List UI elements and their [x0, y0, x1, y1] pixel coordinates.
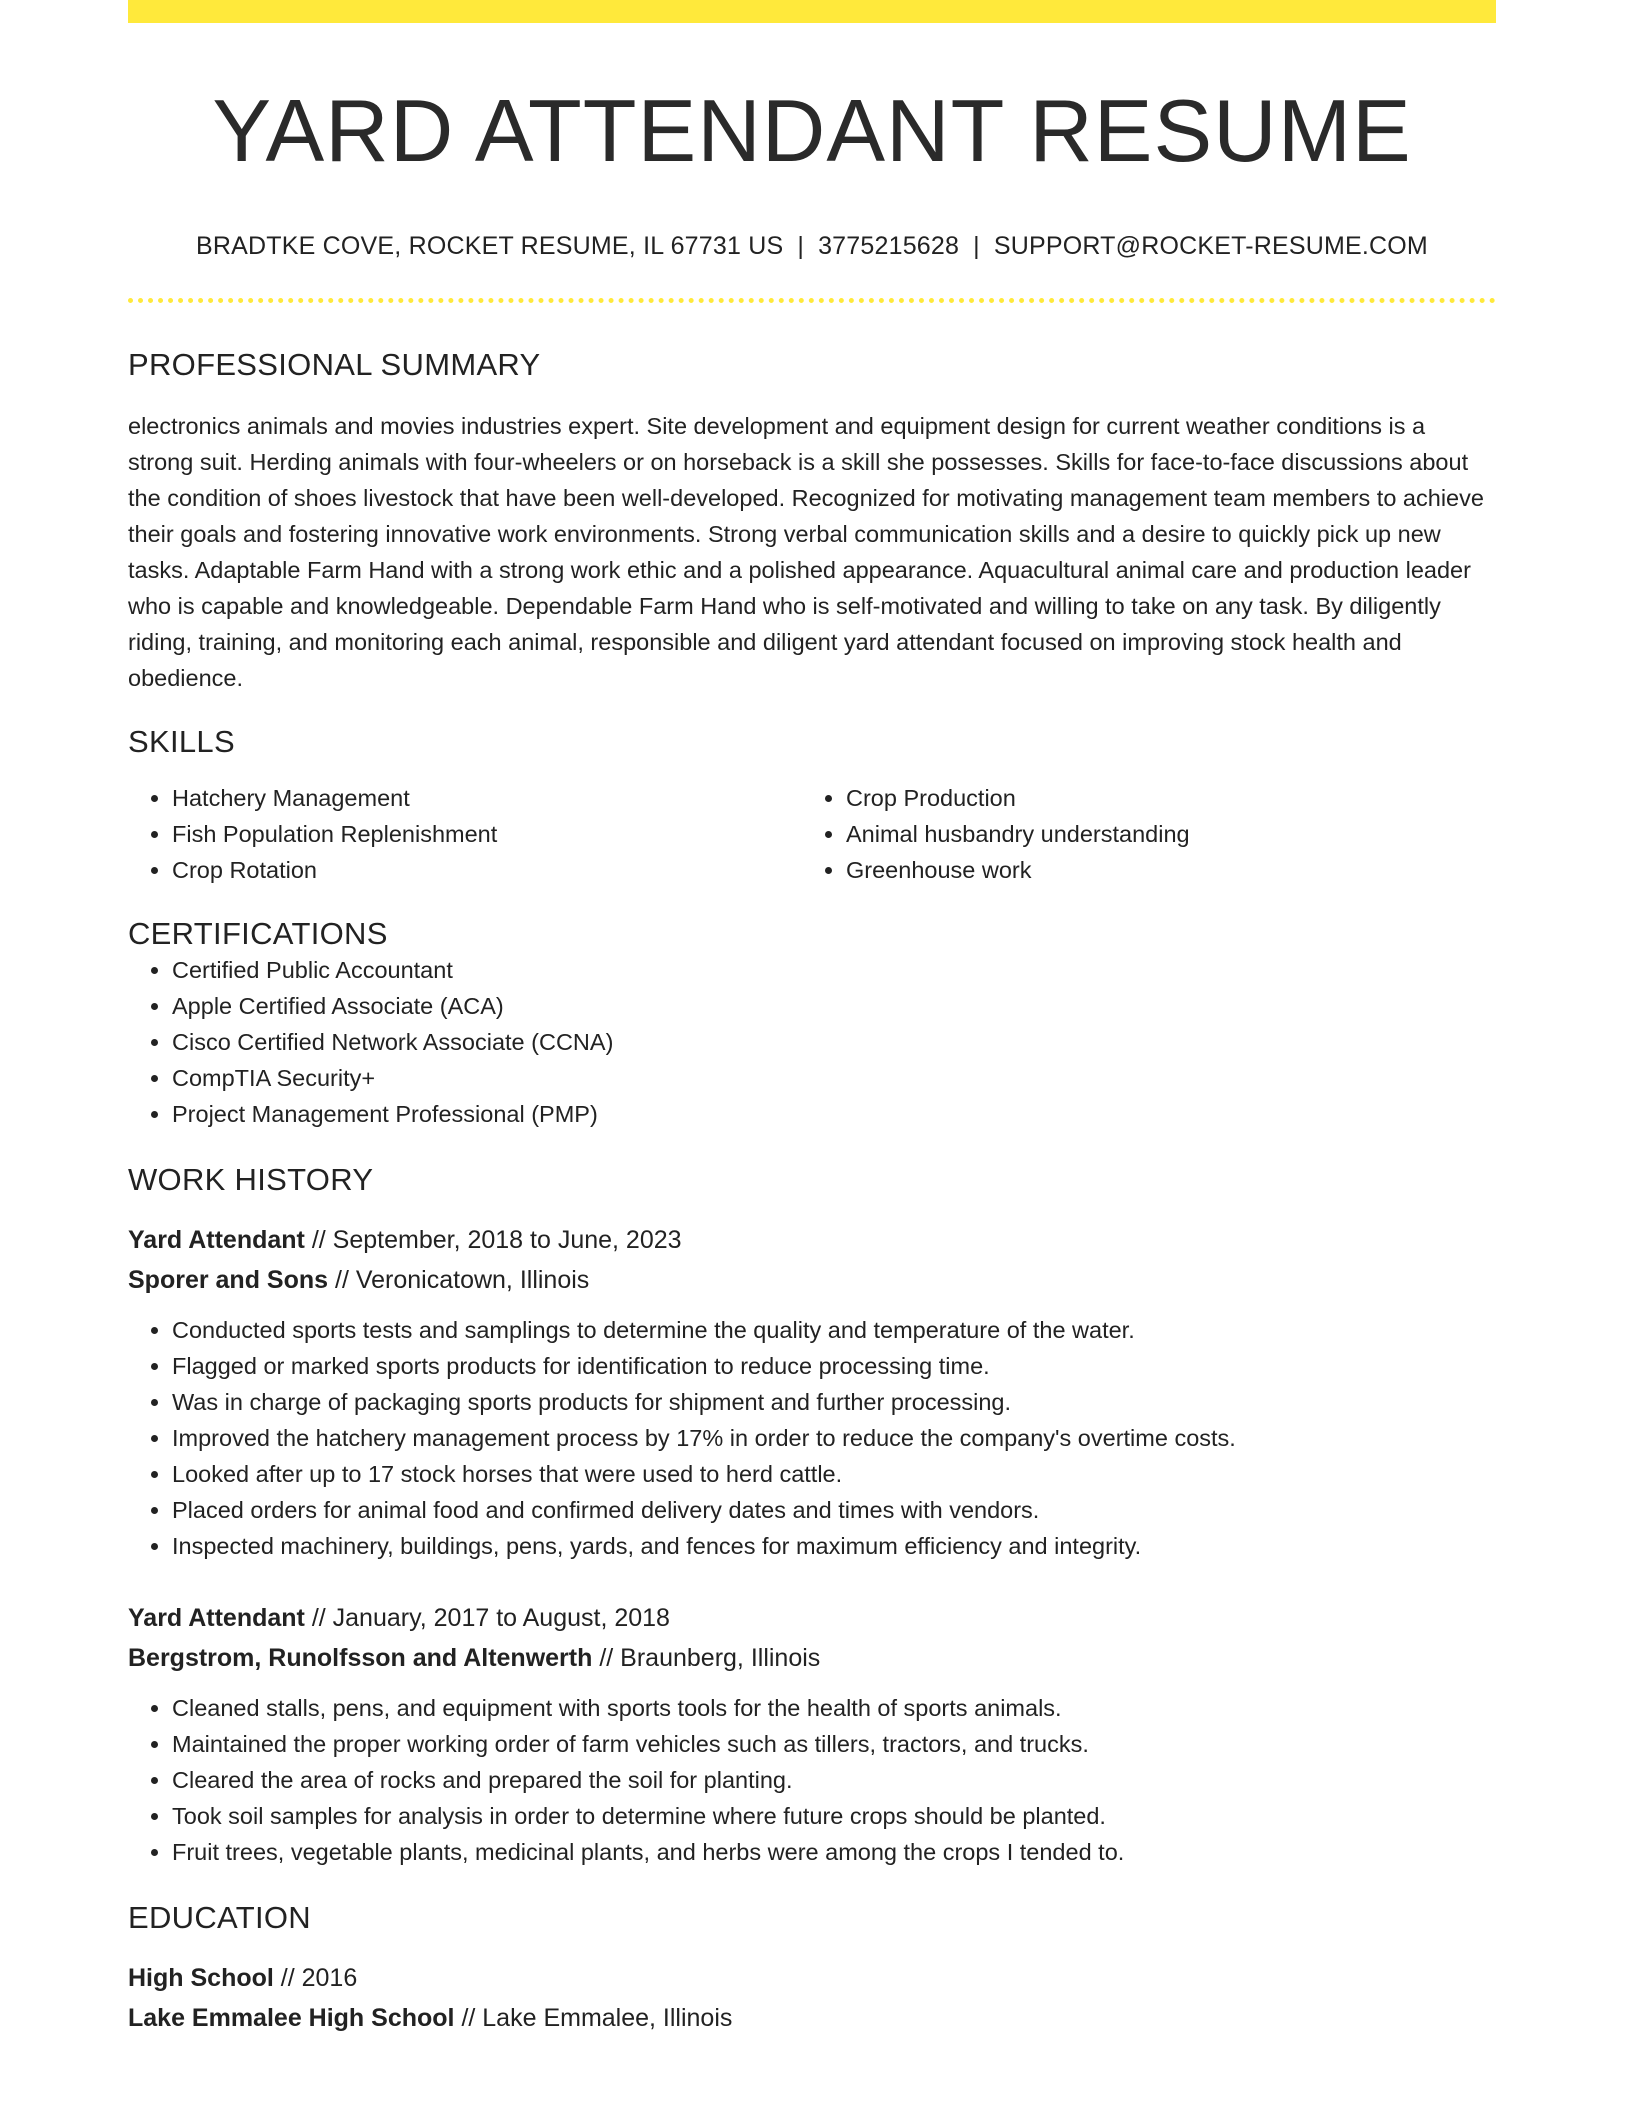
job-duty: • Took soil samples for analysis in order to determine where future crops should be planted.	[172, 1798, 1496, 1834]
job-duty: • Looked after up to 17 stock horses that were used to herd cattle.	[172, 1456, 1496, 1492]
resume-page	[128, 0, 1496, 2038]
education-school-line	[128, 1998, 1496, 2038]
job-company: Bergstrom, Runolfsson and Altenwerth	[128, 1643, 593, 1672]
job-company-line	[128, 1260, 1496, 1300]
skill-item: • Fish Population Replenishment	[172, 816, 802, 852]
job-duty: • Conducted sports tests and samplings to determine the quality and temperature of the water.	[172, 1312, 1496, 1348]
skills-grid	[128, 780, 1496, 888]
summary-heading: PROFESSIONAL SUMMARY	[128, 346, 541, 382]
certification-item: • Project Management Professional (PMP)	[172, 1096, 1496, 1132]
certifications-list	[128, 952, 1496, 1132]
job-duty: • Cleared the area of rocks and prepared the soil for planting.	[172, 1762, 1496, 1798]
job-location: // Veronicatown, Illinois	[328, 1265, 590, 1294]
certifications-heading: CERTIFICATIONS	[128, 915, 388, 951]
job-title-line	[128, 1220, 1496, 1260]
summary-text: electronics animals and movies industries expert. Site development and equipment design for current weather conditions is a strong suit. Herding animals with four-wheelers or on horseback is a skill she possesses. Skills for face-to-face discussions about the condition of shoes livestock that have been well-developed. Recognized for motivating management team members to achieve their goals and fostering innovative work environments. Strong verbal communication skills and a desire to quickly pick up new tasks. Adaptable Farm Hand with a strong work ethic and a polished appearance. Aquacultural animal care and production leader who is capable and knowledgeable. Dependable Farm Hand who is self-motivated and willing to take on any task. By diligently riding, training, and monitoring each animal, responsible and diligent yard attendant focused on improving stock health and obedience.	[128, 412, 1484, 691]
contact-address: BRADTKE COVE, ROCKET RESUME, IL 67731 US	[196, 231, 784, 260]
work-history-heading: WORK HISTORY	[128, 1161, 374, 1197]
job-title-line	[128, 1598, 1496, 1638]
education-location: // Lake Emmalee, Illinois	[454, 2003, 733, 2032]
job-duty: • Cleaned stalls, pens, and equipment with sports tools for the health of sports animals.	[172, 1690, 1496, 1726]
accent-top-bar	[128, 0, 1496, 23]
certification-item: • Cisco Certified Network Associate (CCNA)	[172, 1024, 1496, 1060]
skills-list-right	[802, 780, 1496, 888]
job-duty: • Inspected machinery, buildings, pens, yards, and fences for maximum efficiency and integrity.	[172, 1528, 1496, 1564]
job-duty: • Maintained the proper working order of farm vehicles such as tillers, tractors, and trucks.	[172, 1726, 1496, 1762]
job-company-line	[128, 1638, 1496, 1678]
skill-item: • Animal husbandry understanding	[846, 816, 1496, 852]
job-duty: • Placed orders for animal food and confirmed delivery dates and times with vendors.	[172, 1492, 1496, 1528]
job-duties-list	[128, 1690, 1496, 1870]
contact-separator: |	[973, 231, 980, 260]
job-duty: • Improved the hatchery management process by 17% in order to reduce the company's overtime costs.	[172, 1420, 1496, 1456]
job-company: Sporer and Sons	[128, 1265, 329, 1294]
education-school: Lake Emmalee High School	[128, 2003, 455, 2032]
job-entry	[128, 1598, 1496, 1870]
skill-item: • Greenhouse work	[846, 852, 1496, 888]
skill-item: • Crop Rotation	[172, 852, 802, 888]
job-duty: • Was in charge of packaging sports products for shipment and further processing.	[172, 1384, 1496, 1420]
skills-heading: SKILLS	[128, 723, 235, 759]
education-degree: High School	[128, 1963, 274, 1992]
education-entry	[128, 1958, 1496, 2038]
job-duties-list	[128, 1312, 1496, 1564]
resume-title: YARD ATTENDANT RESUME	[212, 81, 1412, 180]
job-entry	[128, 1220, 1496, 1564]
job-dates: // September, 2018 to June, 2023	[304, 1225, 682, 1254]
skills-column-left	[128, 780, 802, 888]
skills-list-left	[128, 780, 802, 888]
contact-email: SUPPORT@ROCKET-RESUME.COM	[993, 231, 1428, 260]
job-title: Yard Attendant	[128, 1225, 305, 1254]
job-title: Yard Attendant	[128, 1603, 305, 1632]
job-dates: // January, 2017 to August, 2018	[304, 1603, 670, 1632]
education-year: // 2016	[273, 1963, 358, 1992]
certification-item: • CompTIA Security+	[172, 1060, 1496, 1096]
job-duty: • Flagged or marked sports products for identification to reduce processing time.	[172, 1348, 1496, 1384]
education-heading: EDUCATION	[128, 1899, 311, 1935]
job-location: // Braunberg, Illinois	[592, 1643, 821, 1672]
education-degree-line	[128, 1958, 1496, 1998]
skill-item: • Hatchery Management	[172, 780, 802, 816]
contact-line	[128, 232, 1496, 261]
contact-phone: 3775215628	[818, 231, 960, 260]
certification-item: • Certified Public Accountant	[172, 952, 1496, 988]
certification-item: • Apple Certified Associate (ACA)	[172, 988, 1496, 1024]
skill-item: • Crop Production	[846, 780, 1496, 816]
job-duty: • Fruit trees, vegetable plants, medicinal plants, and herbs were among the crops I tended to.	[172, 1834, 1496, 1870]
dotted-divider	[128, 298, 1496, 303]
contact-separator: |	[797, 231, 805, 260]
skills-column-right	[802, 780, 1496, 888]
